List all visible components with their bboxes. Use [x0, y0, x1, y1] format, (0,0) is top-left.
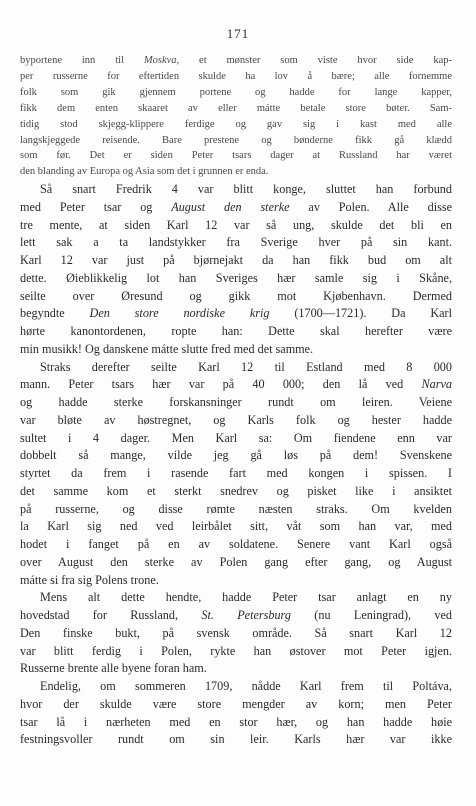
- small-text-line: [20, 101, 452, 117]
- text-run: det samme kom et sterkt snedrev og pisket like i ansiktet: [20, 483, 452, 498]
- small-print-paragraph: [20, 53, 452, 180]
- text-run: Den finske bukt, på svensk område. Så snart Karl 12: [20, 625, 452, 640]
- text-run: Russerne brente alle byene foran ham.: [20, 661, 207, 676]
- text-run: folk som gik gjennem portene og hadde for lange kapper,: [20, 86, 452, 98]
- text-line: [20, 572, 452, 590]
- text-line: [20, 678, 452, 696]
- text-line: [20, 270, 452, 288]
- italic-name: St. Petersburg: [201, 608, 291, 622]
- text-run: Så snart Fredrik 4 var blitt konge, sluttet han forbund: [40, 182, 452, 196]
- small-text-line: [20, 133, 452, 149]
- italic-name: Narva: [421, 377, 452, 392]
- text-line: [20, 181, 452, 199]
- text-line: [20, 288, 452, 306]
- text-run: sultet i 4 dager. Men Karl sa: Om fiendene enn var: [20, 430, 452, 445]
- text-run: langskjeggede reisende. Bare prestene og bønderne fikk gå klædd: [20, 134, 452, 146]
- page-number: 171: [226, 26, 250, 41]
- text-run: seilte over Øresund og gikk mot Kjøbenhavn. Dermed: [20, 288, 452, 303]
- main-text: [20, 181, 452, 749]
- text-run: dette. Øieblikkelig lot han Sveriges hær samle sig i Skåne,: [20, 270, 452, 285]
- text-run: var blitt ferdig i Polen, rykte han østover mot Peter igjen.: [20, 643, 452, 658]
- small-text-line: [20, 117, 452, 133]
- text-line: [20, 376, 452, 394]
- text-run: hørte kanontordenen, ropte han: Dette skal herefter være: [20, 324, 452, 338]
- text-run: Mens alt dette hendte, hadde Peter tsar anlagt en ny: [40, 590, 452, 605]
- text-line: [20, 696, 452, 714]
- text-line: [20, 589, 452, 607]
- italic-name: August den sterke: [171, 199, 290, 214]
- text-run: (1700—1721). Da Karl: [269, 306, 452, 321]
- text-line: [20, 359, 452, 377]
- text-line: [20, 714, 452, 732]
- text-line: [20, 731, 452, 749]
- text-run: , et mønster som viste hvor side kap-: [176, 55, 452, 66]
- text-line: [20, 252, 452, 270]
- text-line: [20, 430, 452, 448]
- text-line: [20, 412, 452, 430]
- text-run: (nu Leningrad), ved: [290, 608, 452, 622]
- text-line: [20, 323, 452, 341]
- text-line: [20, 625, 452, 643]
- small-text-line: [20, 69, 452, 85]
- text-line: [20, 465, 452, 483]
- text-run: tsar lå i nærheten med en stor hær, og han hadde høie: [20, 714, 452, 729]
- text-run: over August den sterke av Polen gang efter gang, og August: [20, 554, 452, 569]
- text-run: styrtet da frem i rasende fart med kongen i spissen. I: [20, 466, 452, 480]
- text-run: dobbelt så mange, vilde jeg gå løs på dem! Svenskene: [20, 448, 452, 463]
- text-line: [20, 536, 452, 554]
- text-line: [20, 483, 452, 501]
- text-run: la Karl sig ned ved leirbålet sitt, våt som han var, med: [20, 519, 452, 534]
- small-text-line: [20, 85, 452, 101]
- text-line: [20, 607, 452, 625]
- text-run: tre mente, at siden Karl 12 var så ung, skulde det bli en: [20, 217, 452, 232]
- text-line: [20, 341, 452, 359]
- text-line: [20, 643, 452, 661]
- text-run: min musikk! Og danskene mátte slutte fred med det samme.: [20, 341, 314, 356]
- small-text-line: [20, 148, 452, 164]
- italic-name: Moskva: [143, 55, 177, 66]
- text-run: fikk dem enten skaaret av eller mátte betale store bøter. Sam-: [20, 102, 452, 114]
- text-line: [20, 447, 452, 465]
- text-line: [20, 234, 452, 252]
- text-run: av Polen. Alle disse: [289, 199, 452, 214]
- text-run: Karl 12 var just på bjørnejakt da han fikk bud om alt: [20, 253, 452, 267]
- italic-name: Den store nordiske krig: [89, 306, 270, 321]
- text-line: [20, 501, 452, 519]
- text-run: på russerne, og disse rømte næsten straks. Om kvelden: [20, 501, 452, 516]
- text-run: med Peter tsar og: [20, 199, 172, 214]
- text-run: som før. Det er siden Peter tsars dager at Russland har været: [20, 150, 452, 162]
- text-run: per russerne for eftertiden skulde ha lov å bære; alle fornemme: [20, 70, 452, 82]
- text-run: hvor der skulde være store mengder av korn; men Peter: [20, 696, 452, 711]
- text-run: hovedstad for Russland,: [20, 608, 202, 622]
- text-line: [20, 660, 452, 678]
- text-run: begyndte: [20, 306, 90, 321]
- text-run: byportene inn til: [20, 55, 144, 66]
- text-run: Straks derefter seilte Karl 12 til Estland med 8 000: [40, 359, 452, 374]
- text-run: og hadde sterke forskansninger rundt om leiren. Veiene: [20, 395, 452, 409]
- text-run: tidig stod skjegg-klippere ferdige og gav sig i kast med alle: [20, 118, 452, 130]
- text-run: mátte si fra sig Polens trone.: [20, 572, 159, 587]
- text-run: den blanding av Europa og Asia som det i grunnen er enda.: [20, 166, 269, 178]
- text-line: [20, 518, 452, 536]
- text-run: lett sak a ta landstykker fra Sverige hver på sin kant.: [20, 235, 452, 250]
- text-run: mann. Peter tsars hær var på 40 000; den lå ved: [20, 377, 422, 392]
- text-line: [20, 305, 452, 323]
- text-line: [20, 554, 452, 572]
- text-line: [20, 199, 452, 217]
- text-run: hodet i fanget på en av soldatene. Senere vant Karl også: [20, 537, 452, 551]
- text-run: festningsvoller rundt om sin leir. Karls hær var ikke: [20, 732, 452, 747]
- text-run: var bløte av høstregnet, og Karls folk og hester hadde: [20, 412, 452, 427]
- text-line: [20, 394, 452, 412]
- text-line: [20, 217, 452, 235]
- small-text-line: [20, 164, 452, 180]
- small-text-line: [20, 53, 452, 69]
- text-run: Endelig, om sommeren 1709, nådde Karl frem til Poltáva,: [40, 679, 452, 693]
